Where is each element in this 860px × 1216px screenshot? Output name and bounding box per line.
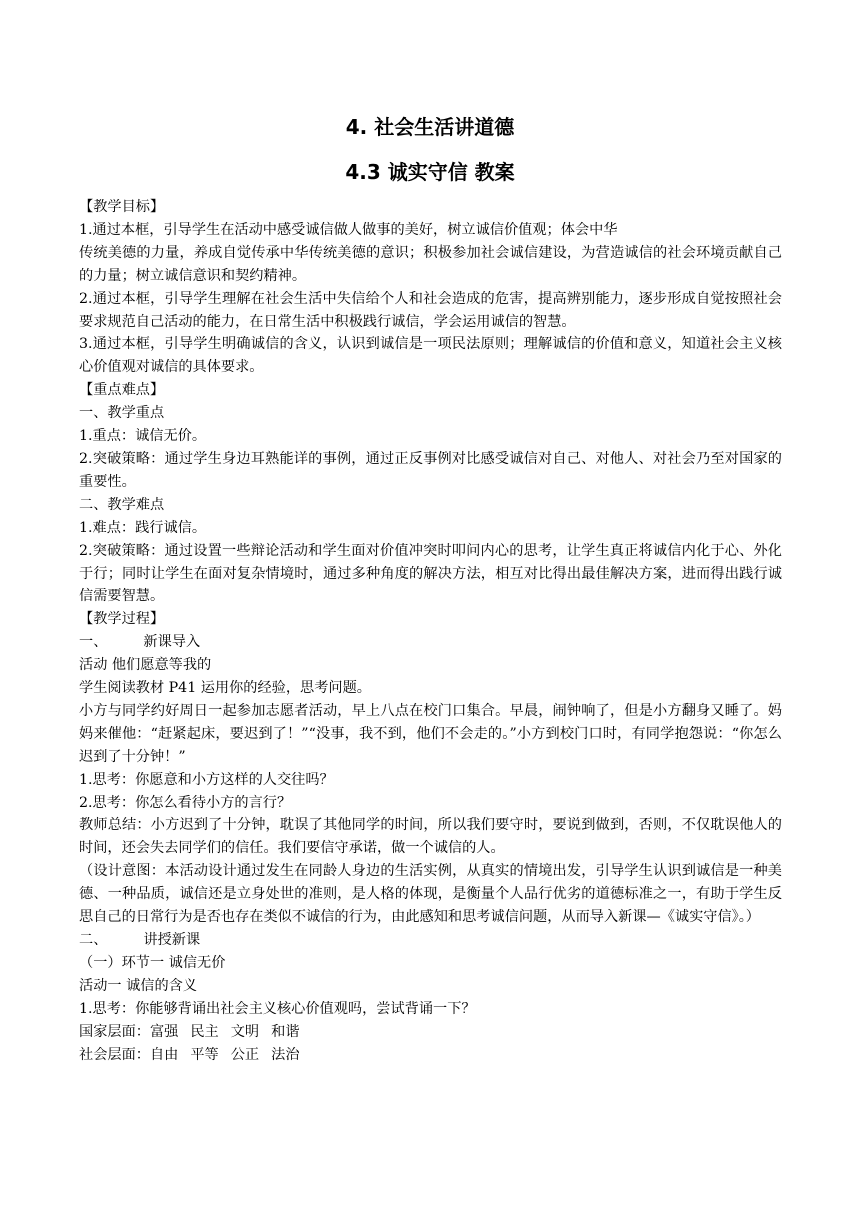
teacher-summary: 教师总结：小方迟到了十分钟，耽误了其他同学的时间，所以我们要守时，要说到做到，否则，不仅耽误他人的时间，还会失去同学们的信任。我们要信守承诺，做一个诚信的人。: [79, 817, 782, 857]
document-body: [79, 196, 782, 1066]
objective-1-line1: 1.通过本框，引导学生在活动中感受诚信做人做事的美好，树立诚信价值观；体会中华: [79, 221, 618, 238]
key-point-1: 1.重点：诚信无价。: [79, 428, 207, 445]
value-item: 和谐: [271, 1023, 300, 1040]
chapter-title: 4. 社会生活讲道德: [345, 115, 515, 139]
value-item: 公正: [230, 1046, 260, 1063]
process-heading: 【教学过程】: [79, 611, 165, 628]
country-label: 国家层面：: [79, 1023, 150, 1040]
value-item: 文明: [230, 1023, 260, 1040]
section-2-heading: [79, 929, 782, 952]
value-item: 法治: [271, 1046, 300, 1063]
country-level-values: [79, 1021, 782, 1044]
key-points-subheading-1: 一、教学重点: [79, 405, 165, 422]
value-item: 富强: [149, 1023, 179, 1040]
question-1: 1.思考：你愿意和小方这样的人交往吗？: [79, 771, 334, 788]
value-item: 民主: [190, 1023, 219, 1040]
reading-instruction: 学生阅读教材 P41 运用你的经验，思考问题。: [79, 680, 371, 697]
difficulty-2: 2.突破策略：通过设置一些辩论活动和学生面对价值冲突时叩问内心的思考，让学生真正将诚信内化于心、外化于行；同时让学生在面对复杂情境时，通过多种角度的解决方法，相互对比得出最佳解决方案，进而得出践行诚信需要智慧。: [79, 542, 782, 605]
objective-2: 2.通过本框，引导学生理解在社会生活中失信给个人和社会造成的危害，提高辨别能力，逐步形成自觉按照社会要求规范自己活动的能力，在日常生活中积极践行诚信，学会运用诚信的智慧。: [79, 290, 782, 330]
activity-1-title: 活动一 诚信的含义: [79, 977, 198, 994]
value-item: 平等: [190, 1046, 219, 1063]
section-2-title: 讲授新课: [143, 932, 201, 948]
section-1-heading: [79, 631, 782, 654]
objectives-heading: 【教学目标】: [79, 199, 165, 215]
design-intent: （设计意图：本活动设计通过发生在同龄人身边的生活实例，从真实的情境出发，引导学生认识到诚信是一种美德、一种品质，诚信还是立身处世的准则，是人格的体现，是衡量个人品行优劣的道德标准之一，有助于学生反思自己的日常行为是否也存在类似不诚信的行为，由此感知和思考诚信问题，从而导入新课—《诚实守信》。）: [79, 863, 782, 926]
key-points-subheading-2: 二、教学难点: [79, 496, 165, 513]
society-level-values: [79, 1044, 782, 1067]
difficulty-1: 1.难点：践行诚信。: [79, 519, 207, 536]
value-item: 自由: [149, 1046, 179, 1063]
think-1: 1.思考：你能够背诵出社会主义核心价值观吗，尝试背诵一下？: [79, 1000, 476, 1017]
section-1-number: 一、: [79, 634, 108, 651]
activity-title: 活动 他们愿意等我的: [79, 657, 212, 674]
section-2-number: 二、: [79, 932, 108, 948]
story-paragraph: 小方与同学约好周日一起参加志愿者活动，早上八点在校门口集合。早晨，闹钟响了，但是小方翻身又睡了。妈妈来催他：“赶紧起床，要迟到了！”“没事，我不到，他们不会走的。”小方到校门口时，有同学抱怨说：“你怎么迟到了十分钟！”: [79, 702, 782, 765]
question-2: 2.思考：你怎么看待小方的言行？: [79, 794, 292, 811]
section-1-title: 新课导入: [143, 634, 201, 651]
objective-1-rest: 传统美德的力量，养成自觉传承中华传统美德的意识；积极参加社会诚信建设，为营造诚信的社会环境贡献自己的力量；树立诚信意识和契约精神。: [79, 244, 782, 284]
key-points-heading: 【重点难点】: [79, 382, 165, 399]
key-point-2: 2.突破策略：通过学生身边耳熟能详的事例，通过正反事例对比感受诚信对自己、对他人、对社会乃至对国家的重要性。: [79, 450, 782, 490]
objective-3: 3.通过本框，引导学生明确诚信的含义，认识到诚信是一项民法原则；理解诚信的价值和意义，知道社会主义核心价值观对诚信的具体要求。: [79, 336, 782, 376]
society-label: 社会层面：: [79, 1046, 150, 1063]
lesson-title: 4.3 诚实守信 教案: [345, 160, 515, 184]
link-1-heading: （一）环节一 诚信无价: [79, 954, 226, 971]
